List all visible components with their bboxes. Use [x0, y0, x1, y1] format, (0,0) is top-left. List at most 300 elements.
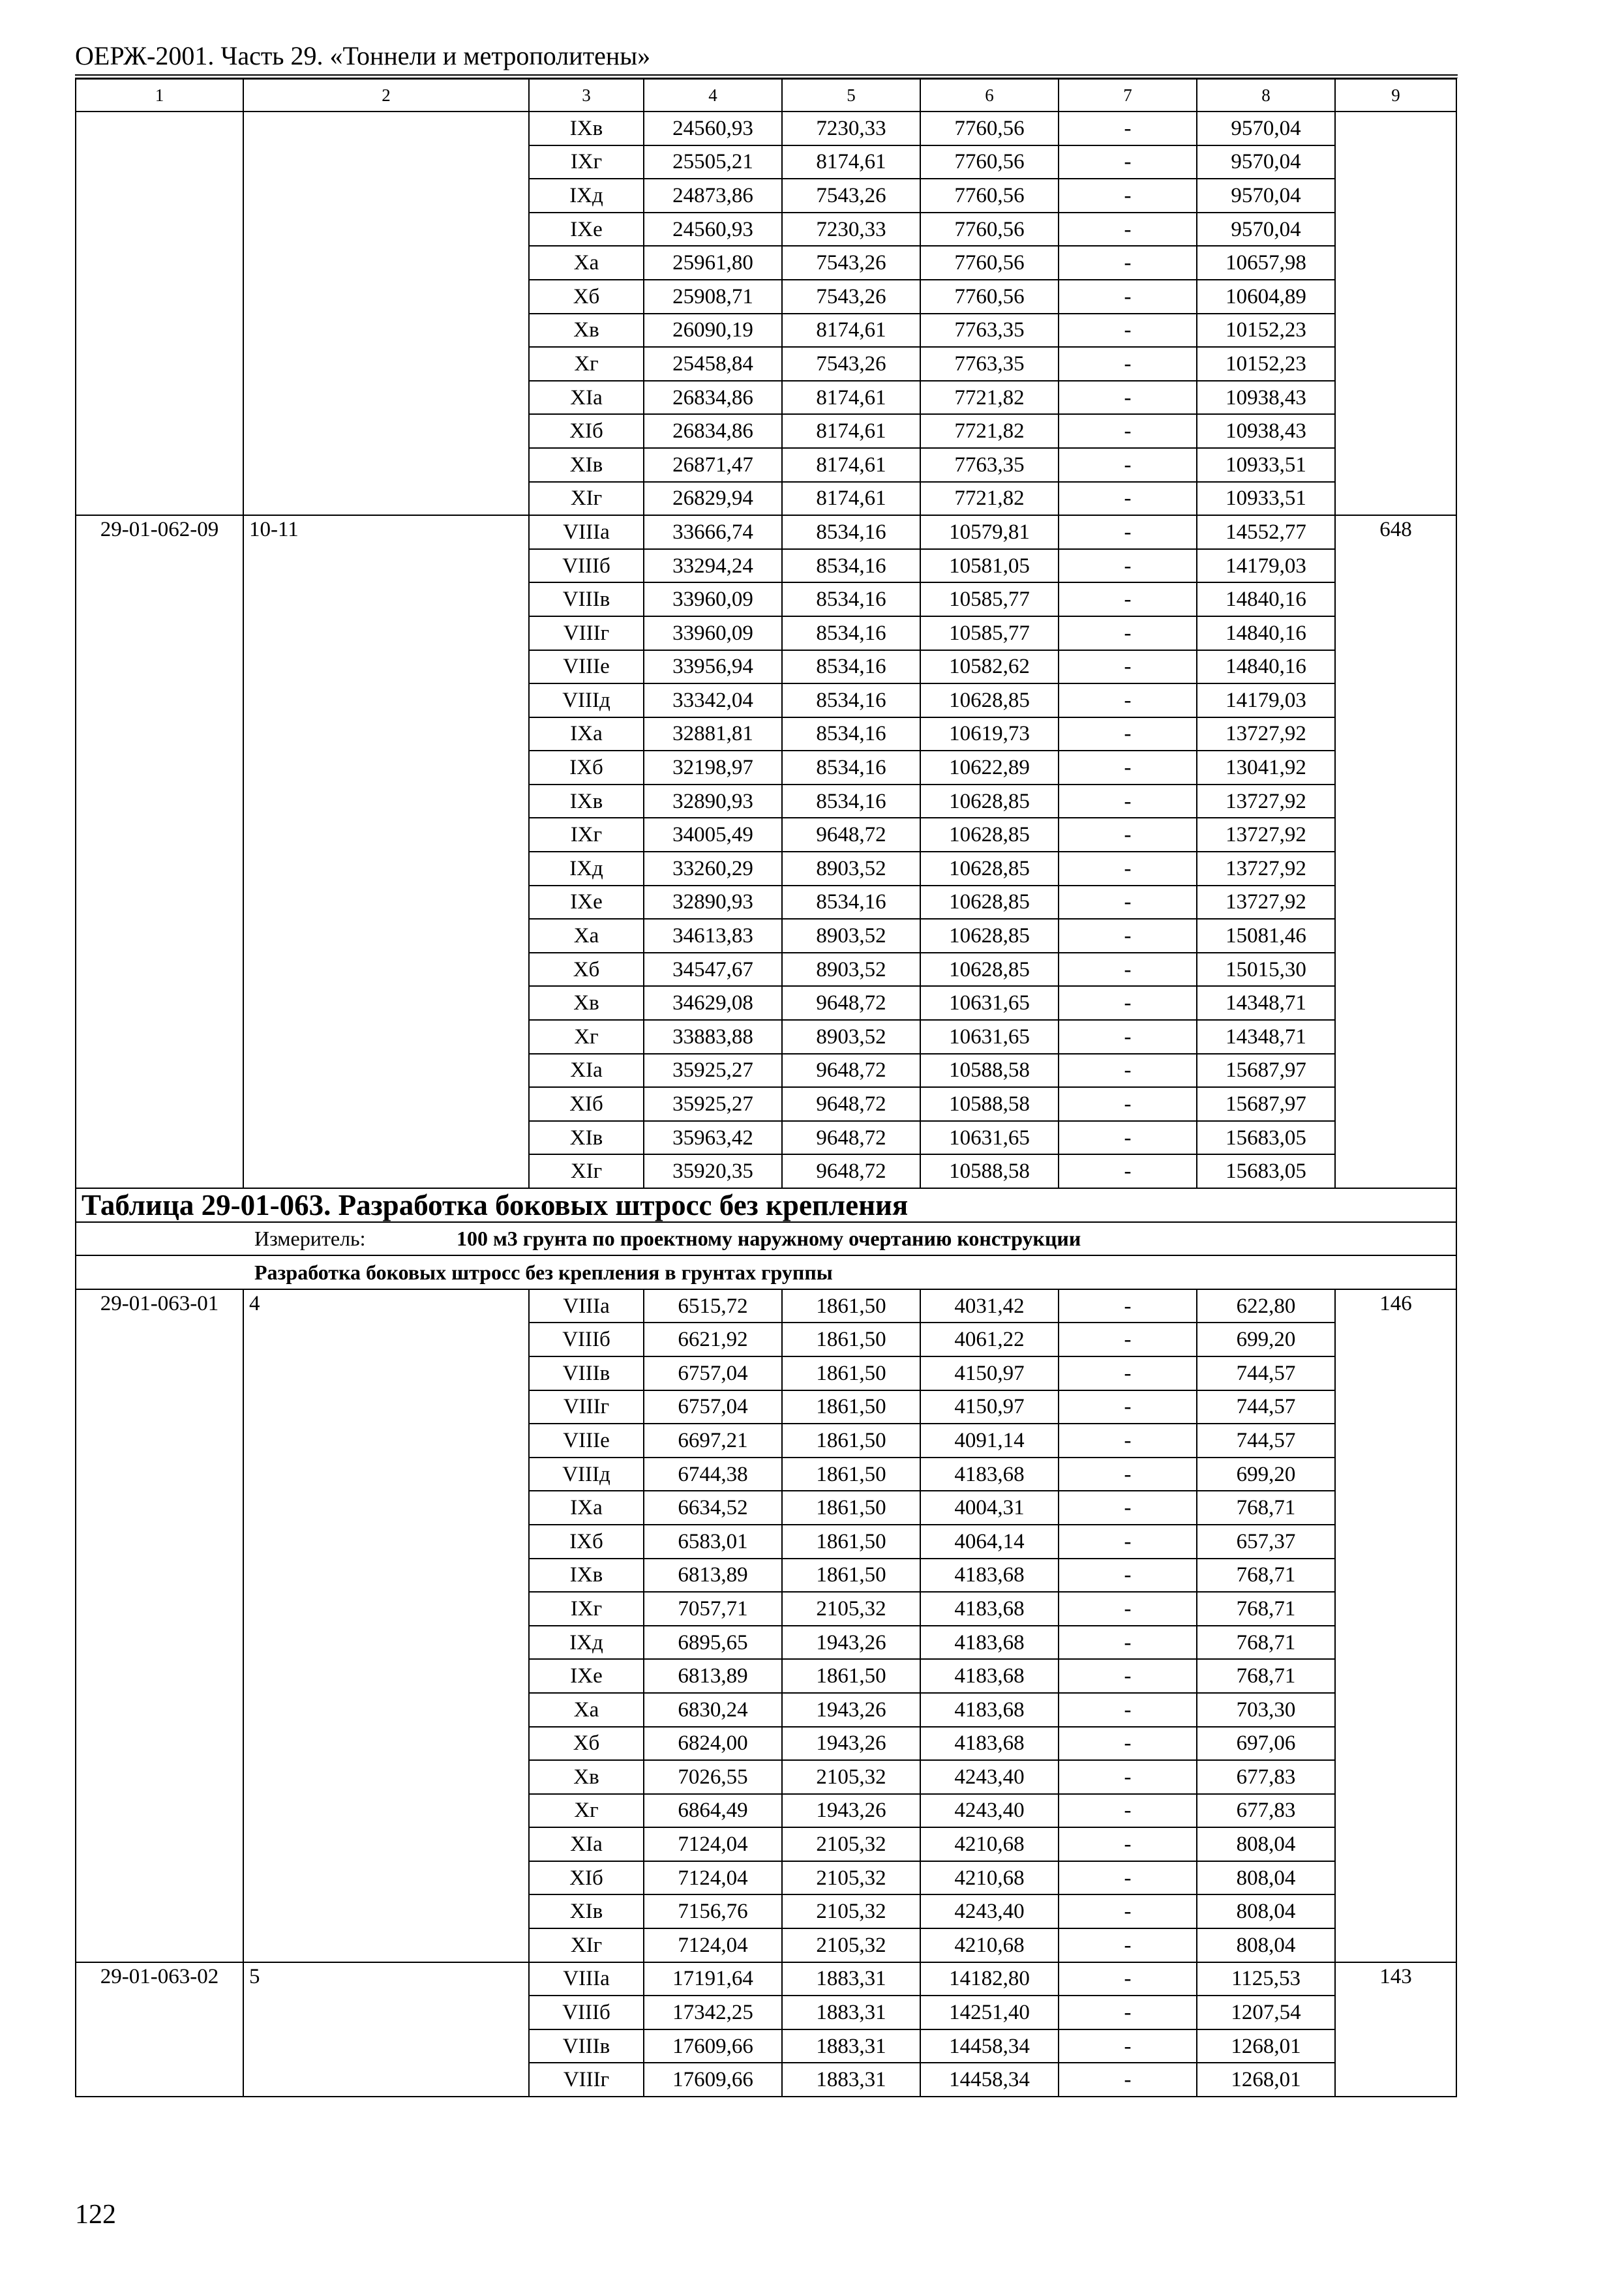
direct-cost-cell: 17609,66	[644, 2029, 782, 2063]
labor-cost-cell: 2105,32	[782, 1861, 920, 1895]
operator-wage-cell: -	[1059, 2063, 1197, 2097]
materials-cost-cell: 13727,92	[1197, 886, 1335, 920]
operator-wage-cell: -	[1059, 1390, 1197, 1424]
soil-group-cell: IXг	[529, 145, 644, 179]
operator-wage-cell: -	[1059, 1592, 1197, 1626]
soil-group-cell: XIа	[529, 1827, 644, 1861]
machine-cost-cell: 4183,68	[920, 1727, 1059, 1761]
labor-cost-cell: 1861,50	[782, 1424, 920, 1458]
soil-group-cell: IXд	[529, 179, 644, 213]
operator-wage-cell: -	[1059, 1154, 1197, 1188]
materials-cost-cell: 9570,04	[1197, 179, 1335, 213]
materials-cost-cell: 14840,16	[1197, 616, 1335, 650]
soil-group-cell: VIIIв	[529, 2029, 644, 2063]
column-number: 2	[243, 79, 529, 112]
soil-group-cell: IXе	[529, 886, 644, 920]
direct-cost-cell: 6813,89	[644, 1559, 782, 1593]
table-row	[76, 1289, 1456, 1323]
operator-wage-cell: -	[1059, 1996, 1197, 2029]
soil-group-cell: XIб	[529, 414, 644, 448]
labor-cost-cell: 1943,26	[782, 1626, 920, 1660]
machine-cost-cell: 10628,85	[920, 785, 1059, 818]
labor-cost-cell: 1943,26	[782, 1794, 920, 1828]
direct-cost-cell: 35920,35	[644, 1154, 782, 1188]
soil-category-cell: 10-11	[243, 515, 529, 1188]
machine-cost-cell: 7721,82	[920, 482, 1059, 516]
operator-wage-cell: -	[1059, 582, 1197, 616]
materials-cost-cell: 14552,77	[1197, 515, 1335, 549]
operator-wage-cell: -	[1059, 1525, 1197, 1559]
labor-cost-cell: 9648,72	[782, 1121, 920, 1155]
column-number: 7	[1059, 79, 1197, 112]
direct-cost-cell: 35963,42	[644, 1121, 782, 1155]
soil-category-cell: 4	[243, 1289, 529, 1962]
labor-cost-cell: 1861,50	[782, 1525, 920, 1559]
operator-wage-cell: -	[1059, 347, 1197, 381]
machine-cost-cell: 7763,35	[920, 448, 1059, 482]
machine-cost-cell: 4183,68	[920, 1626, 1059, 1660]
materials-cost-cell: 657,37	[1197, 1525, 1335, 1559]
soil-group-cell: XIб	[529, 1861, 644, 1895]
direct-cost-cell: 33294,24	[644, 549, 782, 583]
labor-cost-cell: 8534,16	[782, 683, 920, 717]
materials-cost-cell: 13041,92	[1197, 751, 1335, 785]
operator-wage-cell: -	[1059, 1054, 1197, 1088]
labor-cost-cell: 1861,50	[782, 1458, 920, 1491]
labor-cost-cell: 1943,26	[782, 1727, 920, 1761]
operator-wage-cell: -	[1059, 280, 1197, 314]
materials-cost-cell: 15015,30	[1197, 953, 1335, 987]
machine-cost-cell: 7721,82	[920, 414, 1059, 448]
soil-group-cell: IXг	[529, 1592, 644, 1626]
operator-wage-cell: -	[1059, 1020, 1197, 1054]
soil-category-cell: 5	[243, 1962, 529, 2097]
column-number: 6	[920, 79, 1059, 112]
machine-cost-cell: 4243,40	[920, 1894, 1059, 1928]
materials-cost-cell: 13727,92	[1197, 785, 1335, 818]
direct-cost-cell: 32198,97	[644, 751, 782, 785]
measure-row	[76, 1222, 1456, 1256]
materials-cost-cell: 10933,51	[1197, 482, 1335, 516]
soil-group-cell: XIв	[529, 448, 644, 482]
machine-cost-cell: 14458,34	[920, 2063, 1059, 2097]
direct-cost-cell: 32890,93	[644, 785, 782, 818]
labor-cost-cell: 9648,72	[782, 818, 920, 852]
soil-group-cell: Xв	[529, 986, 644, 1020]
materials-cost-cell: 808,04	[1197, 1894, 1335, 1928]
machine-cost-cell: 4183,68	[920, 1592, 1059, 1626]
materials-cost-cell: 744,57	[1197, 1424, 1335, 1458]
materials-cost-cell: 10152,23	[1197, 347, 1335, 381]
rate-code-cell: 29-01-063-02	[76, 1962, 243, 2097]
soil-group-cell: VIIIв	[529, 1356, 644, 1390]
soil-group-cell: XIг	[529, 1928, 644, 1962]
machine-cost-cell: 14458,34	[920, 2029, 1059, 2063]
materials-cost-cell: 677,83	[1197, 1794, 1335, 1828]
direct-cost-cell: 24560,93	[644, 213, 782, 247]
direct-cost-cell: 34629,08	[644, 986, 782, 1020]
machine-cost-cell: 10631,65	[920, 1121, 1059, 1155]
soil-group-cell: IXе	[529, 213, 644, 247]
labor-cost-cell: 8903,52	[782, 953, 920, 987]
operator-wage-cell: -	[1059, 852, 1197, 886]
labor-cost-cell: 9648,72	[782, 1087, 920, 1121]
labor-hours-cell: 648	[1335, 515, 1456, 1188]
machine-cost-cell: 10588,58	[920, 1154, 1059, 1188]
labor-cost-cell: 1861,50	[782, 1356, 920, 1390]
soil-group-cell: Xг	[529, 1020, 644, 1054]
operator-wage-cell: -	[1059, 751, 1197, 785]
soil-group-cell: IXе	[529, 1659, 644, 1693]
operator-wage-cell: -	[1059, 1087, 1197, 1121]
machine-cost-cell: 4031,42	[920, 1289, 1059, 1323]
direct-cost-cell: 6744,38	[644, 1458, 782, 1491]
operator-wage-cell: -	[1059, 1559, 1197, 1593]
operator-wage-cell: -	[1059, 1323, 1197, 1356]
machine-cost-cell: 4091,14	[920, 1424, 1059, 1458]
operator-wage-cell: -	[1059, 1458, 1197, 1491]
direct-cost-cell: 6757,04	[644, 1356, 782, 1390]
machine-cost-cell: 4150,97	[920, 1356, 1059, 1390]
operator-wage-cell: -	[1059, 246, 1197, 280]
direct-cost-cell: 25458,84	[644, 347, 782, 381]
machine-cost-cell: 4210,68	[920, 1827, 1059, 1861]
machine-cost-cell: 10631,65	[920, 986, 1059, 1020]
soil-group-cell: IXб	[529, 1525, 644, 1559]
labor-cost-cell: 1883,31	[782, 1962, 920, 1996]
column-number: 4	[644, 79, 782, 112]
soil-group-cell: IXд	[529, 1626, 644, 1660]
materials-cost-cell: 768,71	[1197, 1491, 1335, 1525]
soil-group-cell: VIIIд	[529, 683, 644, 717]
machine-cost-cell: 10628,85	[920, 683, 1059, 717]
labor-cost-cell: 1861,50	[782, 1491, 920, 1525]
operator-wage-cell: -	[1059, 1928, 1197, 1962]
operator-wage-cell: -	[1059, 650, 1197, 684]
direct-cost-cell: 26834,86	[644, 414, 782, 448]
rate-code-cell	[76, 112, 243, 515]
operator-wage-cell: -	[1059, 818, 1197, 852]
labor-cost-cell: 2105,32	[782, 1928, 920, 1962]
machine-cost-cell: 10588,58	[920, 1054, 1059, 1088]
machine-cost-cell: 4183,68	[920, 1693, 1059, 1727]
operator-wage-cell: -	[1059, 549, 1197, 583]
operator-wage-cell: -	[1059, 616, 1197, 650]
machine-cost-cell: 7763,35	[920, 347, 1059, 381]
page-number: 122	[75, 2200, 116, 2230]
labor-cost-cell: 7543,26	[782, 347, 920, 381]
soil-group-cell: IXд	[529, 852, 644, 886]
direct-cost-cell: 34005,49	[644, 818, 782, 852]
operator-wage-cell: -	[1059, 179, 1197, 213]
document-title: ОЕРЖ-2001. Часть 29. «Тоннели и метрополитены»	[75, 41, 651, 70]
labor-cost-cell: 8174,61	[782, 414, 920, 448]
labor-cost-cell: 8534,16	[782, 886, 920, 920]
materials-cost-cell: 10933,51	[1197, 448, 1335, 482]
direct-cost-cell: 33956,94	[644, 650, 782, 684]
soil-group-cell: VIIIб	[529, 1996, 644, 2029]
operator-wage-cell: -	[1059, 1491, 1197, 1525]
materials-cost-cell: 808,04	[1197, 1827, 1335, 1861]
operator-wage-cell: -	[1059, 213, 1197, 247]
materials-cost-cell: 1268,01	[1197, 2029, 1335, 2063]
direct-cost-cell: 32881,81	[644, 717, 782, 751]
machine-cost-cell: 4243,40	[920, 1760, 1059, 1794]
operator-wage-cell: -	[1059, 314, 1197, 348]
operator-wage-cell: -	[1059, 1693, 1197, 1727]
direct-cost-cell: 7057,71	[644, 1592, 782, 1626]
materials-cost-cell: 10938,43	[1197, 414, 1335, 448]
machine-cost-cell: 4183,68	[920, 1559, 1059, 1593]
materials-cost-cell: 677,83	[1197, 1760, 1335, 1794]
machine-cost-cell: 14251,40	[920, 1996, 1059, 2029]
materials-cost-cell: 15683,05	[1197, 1121, 1335, 1155]
materials-cost-cell: 14840,16	[1197, 650, 1335, 684]
materials-cost-cell: 15687,97	[1197, 1054, 1335, 1088]
machine-cost-cell: 7760,56	[920, 213, 1059, 247]
machine-cost-cell: 4183,68	[920, 1659, 1059, 1693]
soil-group-cell: Xб	[529, 280, 644, 314]
materials-cost-cell: 1268,01	[1197, 2063, 1335, 2097]
machine-cost-cell: 4183,68	[920, 1458, 1059, 1491]
direct-cost-cell: 6583,01	[644, 1525, 782, 1559]
operator-wage-cell: -	[1059, 414, 1197, 448]
direct-cost-cell: 33883,88	[644, 1020, 782, 1054]
operator-wage-cell: -	[1059, 919, 1197, 953]
machine-cost-cell: 7763,35	[920, 314, 1059, 348]
labor-cost-cell: 8174,61	[782, 448, 920, 482]
operator-wage-cell: -	[1059, 1962, 1197, 1996]
direct-cost-cell: 6621,92	[644, 1323, 782, 1356]
direct-cost-cell: 7026,55	[644, 1760, 782, 1794]
direct-cost-cell: 25961,80	[644, 246, 782, 280]
direct-cost-cell: 6830,24	[644, 1693, 782, 1727]
soil-group-cell: Xа	[529, 919, 644, 953]
labor-cost-cell: 1883,31	[782, 2029, 920, 2063]
materials-cost-cell: 768,71	[1197, 1659, 1335, 1693]
materials-cost-cell: 699,20	[1197, 1323, 1335, 1356]
direct-cost-cell: 6895,65	[644, 1626, 782, 1660]
materials-cost-cell: 13727,92	[1197, 818, 1335, 852]
machine-cost-cell: 10628,85	[920, 818, 1059, 852]
column-number: 3	[529, 79, 644, 112]
machine-cost-cell: 4243,40	[920, 1794, 1059, 1828]
soil-group-cell: IXа	[529, 1491, 644, 1525]
labor-cost-cell: 8903,52	[782, 1020, 920, 1054]
table-row	[76, 515, 1456, 549]
materials-cost-cell: 10604,89	[1197, 280, 1335, 314]
materials-cost-cell: 744,57	[1197, 1390, 1335, 1424]
table-title: Таблица 29-01-063. Разработка боковых штросс без крепления	[76, 1188, 1456, 1222]
direct-cost-cell: 32890,93	[644, 886, 782, 920]
materials-cost-cell: 14348,71	[1197, 986, 1335, 1020]
machine-cost-cell: 10628,85	[920, 886, 1059, 920]
direct-cost-cell: 24873,86	[644, 179, 782, 213]
labor-cost-cell: 9648,72	[782, 1054, 920, 1088]
machine-cost-cell: 10622,89	[920, 751, 1059, 785]
soil-group-cell: IXв	[529, 1559, 644, 1593]
section-title: Разработка боковых штросс без крепления в грунтах группы	[254, 1260, 833, 1284]
direct-cost-cell: 26871,47	[644, 448, 782, 482]
operator-wage-cell: -	[1059, 1659, 1197, 1693]
operator-wage-cell: -	[1059, 381, 1197, 415]
machine-cost-cell: 4210,68	[920, 1928, 1059, 1962]
labor-cost-cell: 2105,32	[782, 1592, 920, 1626]
column-number: 1	[76, 79, 243, 112]
measure-cell	[76, 1222, 1456, 1256]
materials-cost-cell: 744,57	[1197, 1356, 1335, 1390]
machine-cost-cell: 10628,85	[920, 953, 1059, 987]
soil-group-cell: VIIIг	[529, 2063, 644, 2097]
machine-cost-cell: 4061,22	[920, 1323, 1059, 1356]
direct-cost-cell: 7156,76	[644, 1894, 782, 1928]
machine-cost-cell: 7760,56	[920, 246, 1059, 280]
machine-cost-cell: 4004,31	[920, 1491, 1059, 1525]
soil-group-cell: Xв	[529, 314, 644, 348]
soil-group-cell: XIг	[529, 482, 644, 516]
materials-cost-cell: 699,20	[1197, 1458, 1335, 1491]
operator-wage-cell: -	[1059, 953, 1197, 987]
labor-cost-cell: 7543,26	[782, 246, 920, 280]
labor-hours-cell	[1335, 112, 1456, 515]
measure-text: 100 м3 грунта по проектному наружному очертанию конструкции	[457, 1227, 1081, 1251]
operator-wage-cell: -	[1059, 482, 1197, 516]
materials-cost-cell: 622,80	[1197, 1289, 1335, 1323]
soil-group-cell: XIв	[529, 1121, 644, 1155]
soil-group-cell: VIIIа	[529, 1289, 644, 1323]
soil-group-cell: IXа	[529, 717, 644, 751]
soil-group-cell: VIIIг	[529, 1390, 644, 1424]
direct-cost-cell: 17191,64	[644, 1962, 782, 1996]
operator-wage-cell: -	[1059, 785, 1197, 818]
labor-cost-cell: 1943,26	[782, 1693, 920, 1727]
soil-group-cell: XIа	[529, 381, 644, 415]
soil-group-cell: IXг	[529, 818, 644, 852]
column-number-row	[76, 79, 1456, 112]
machine-cost-cell: 7760,56	[920, 179, 1059, 213]
materials-cost-cell: 10152,23	[1197, 314, 1335, 348]
operator-wage-cell: -	[1059, 515, 1197, 549]
machine-cost-cell: 10581,05	[920, 549, 1059, 583]
soil-group-cell: Xб	[529, 953, 644, 987]
labor-cost-cell: 7543,26	[782, 280, 920, 314]
operator-wage-cell: -	[1059, 1760, 1197, 1794]
rate-code-cell: 29-01-062-09	[76, 515, 243, 1188]
direct-cost-cell: 6757,04	[644, 1390, 782, 1424]
machine-cost-cell: 10579,81	[920, 515, 1059, 549]
machine-cost-cell: 14182,80	[920, 1962, 1059, 1996]
materials-cost-cell: 15683,05	[1197, 1154, 1335, 1188]
labor-cost-cell: 8174,61	[782, 145, 920, 179]
direct-cost-cell: 33666,74	[644, 515, 782, 549]
operator-wage-cell: -	[1059, 683, 1197, 717]
labor-cost-cell: 1861,50	[782, 1323, 920, 1356]
labor-hours-cell: 146	[1335, 1289, 1456, 1962]
labor-cost-cell: 8534,16	[782, 616, 920, 650]
direct-cost-cell: 26090,19	[644, 314, 782, 348]
labor-cost-cell: 8174,61	[782, 482, 920, 516]
materials-cost-cell: 14348,71	[1197, 1020, 1335, 1054]
labor-cost-cell: 1861,50	[782, 1659, 920, 1693]
materials-cost-cell: 808,04	[1197, 1928, 1335, 1962]
materials-cost-cell: 13727,92	[1197, 852, 1335, 886]
direct-cost-cell: 17342,25	[644, 1996, 782, 2029]
soil-group-cell: XIа	[529, 1054, 644, 1088]
section-cell	[76, 1255, 1456, 1289]
machine-cost-cell: 7760,56	[920, 145, 1059, 179]
table-row	[76, 1962, 1456, 1996]
direct-cost-cell: 33960,09	[644, 582, 782, 616]
materials-cost-cell: 15687,97	[1197, 1087, 1335, 1121]
labor-cost-cell: 7230,33	[782, 112, 920, 145]
direct-cost-cell: 6864,49	[644, 1794, 782, 1828]
soil-group-cell: VIIIе	[529, 650, 644, 684]
labor-hours-cell: 143	[1335, 1962, 1456, 2097]
column-number: 5	[782, 79, 920, 112]
operator-wage-cell: -	[1059, 1794, 1197, 1828]
direct-cost-cell: 34613,83	[644, 919, 782, 953]
machine-cost-cell: 7721,82	[920, 381, 1059, 415]
materials-cost-cell: 10938,43	[1197, 381, 1335, 415]
table-row	[76, 112, 1456, 145]
materials-cost-cell: 9570,04	[1197, 145, 1335, 179]
operator-wage-cell: -	[1059, 1626, 1197, 1660]
labor-cost-cell: 8534,16	[782, 785, 920, 818]
measure-label: Измеритель:	[254, 1227, 366, 1251]
direct-cost-cell: 35925,27	[644, 1087, 782, 1121]
materials-cost-cell: 15081,46	[1197, 919, 1335, 953]
soil-group-cell: VIIIд	[529, 1458, 644, 1491]
materials-cost-cell: 9570,04	[1197, 213, 1335, 247]
page-header	[75, 40, 1458, 78]
labor-cost-cell: 1861,50	[782, 1289, 920, 1323]
direct-cost-cell: 35925,27	[644, 1054, 782, 1088]
direct-cost-cell: 17609,66	[644, 2063, 782, 2097]
labor-cost-cell: 8534,16	[782, 650, 920, 684]
machine-cost-cell: 10585,77	[920, 582, 1059, 616]
machine-cost-cell: 10588,58	[920, 1087, 1059, 1121]
soil-group-cell: XIв	[529, 1894, 644, 1928]
labor-cost-cell: 8534,16	[782, 751, 920, 785]
direct-cost-cell: 7124,04	[644, 1861, 782, 1895]
operator-wage-cell: -	[1059, 886, 1197, 920]
labor-cost-cell: 7230,33	[782, 213, 920, 247]
soil-group-cell: VIIIб	[529, 549, 644, 583]
materials-cost-cell: 697,06	[1197, 1727, 1335, 1761]
soil-group-cell: IXб	[529, 751, 644, 785]
direct-cost-cell: 6813,89	[644, 1659, 782, 1693]
materials-cost-cell: 808,04	[1197, 1861, 1335, 1895]
direct-cost-cell: 33260,29	[644, 852, 782, 886]
soil-group-cell: XIг	[529, 1154, 644, 1188]
materials-cost-cell: 703,30	[1197, 1693, 1335, 1727]
rate-code-cell: 29-01-063-01	[76, 1289, 243, 1962]
soil-group-cell: Xг	[529, 347, 644, 381]
materials-cost-cell: 14840,16	[1197, 582, 1335, 616]
machine-cost-cell: 4064,14	[920, 1525, 1059, 1559]
materials-cost-cell: 14179,03	[1197, 549, 1335, 583]
operator-wage-cell: -	[1059, 1827, 1197, 1861]
labor-cost-cell: 1883,31	[782, 2063, 920, 2097]
soil-group-cell: Xг	[529, 1794, 644, 1828]
soil-group-cell: VIIIа	[529, 1962, 644, 1996]
materials-cost-cell: 1207,54	[1197, 1996, 1335, 2029]
labor-cost-cell: 8903,52	[782, 852, 920, 886]
labor-cost-cell: 8534,16	[782, 717, 920, 751]
soil-group-cell: IXв	[529, 785, 644, 818]
operator-wage-cell: -	[1059, 1356, 1197, 1390]
labor-cost-cell: 2105,32	[782, 1827, 920, 1861]
